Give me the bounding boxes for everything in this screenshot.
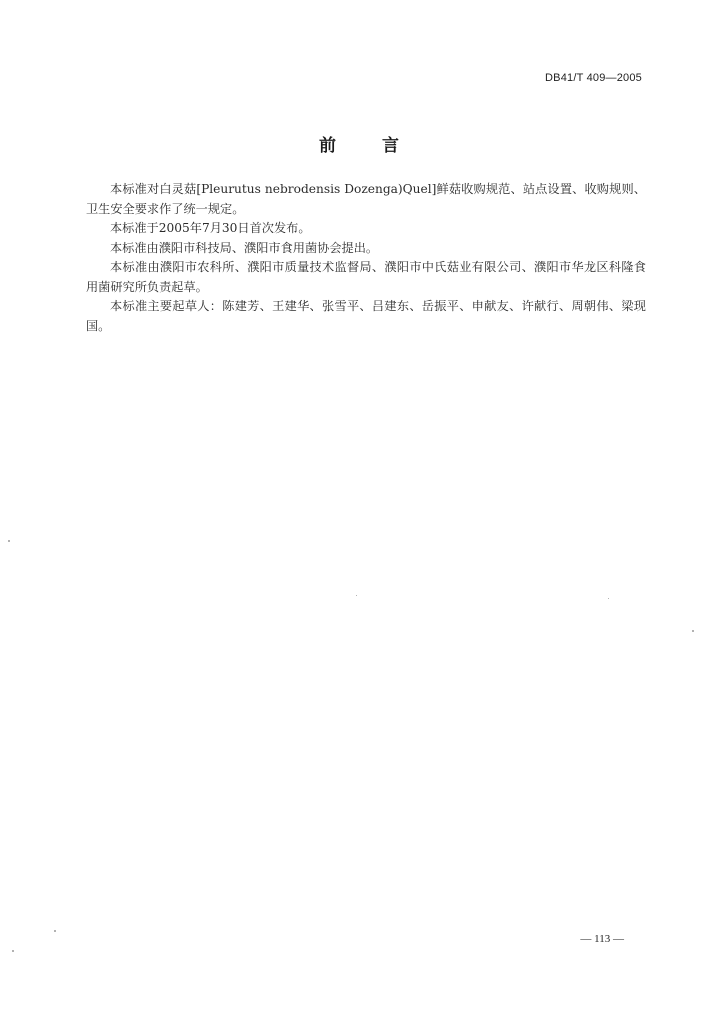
scan-speck bbox=[608, 598, 609, 599]
scan-speck bbox=[8, 540, 10, 542]
scan-speck bbox=[692, 630, 694, 632]
scan-speck bbox=[12, 950, 14, 952]
page-title: 前言 bbox=[319, 136, 445, 156]
paragraph-proposer: 本标准由濮阳市科技局、濮阳市食用菌协会提出。 bbox=[110, 240, 379, 255]
paragraph-release-date: 本标准于2005年7月30日首次发布。 bbox=[110, 221, 311, 235]
paragraph-drafters: 本标准主要起草人：陈建芳、王建华、张雪平、吕建东、岳振平、申献友、许献行、周朝伟、梁现国。 bbox=[86, 299, 646, 333]
paragraph-scope: 本标准对白灵菇[Pleurutus nebrodensis Dozenga)Quel]鲜菇收购规范、站点设置、收购规则、卫生安全要求作了统一规定。 bbox=[86, 182, 646, 216]
foreword-body bbox=[86, 180, 646, 336]
page-number: — 113 — bbox=[580, 933, 624, 945]
document-code: DB41/T 409—2005 bbox=[545, 72, 642, 84]
scan-speck bbox=[54, 930, 56, 932]
scan-speck bbox=[356, 595, 357, 596]
paragraph-drafting-units: 本标准由濮阳市农科所、濮阳市质量技术监督局、濮阳市中氏菇业有限公司、濮阳市华龙区科隆食用菌研究所负责起草。 bbox=[86, 260, 646, 294]
